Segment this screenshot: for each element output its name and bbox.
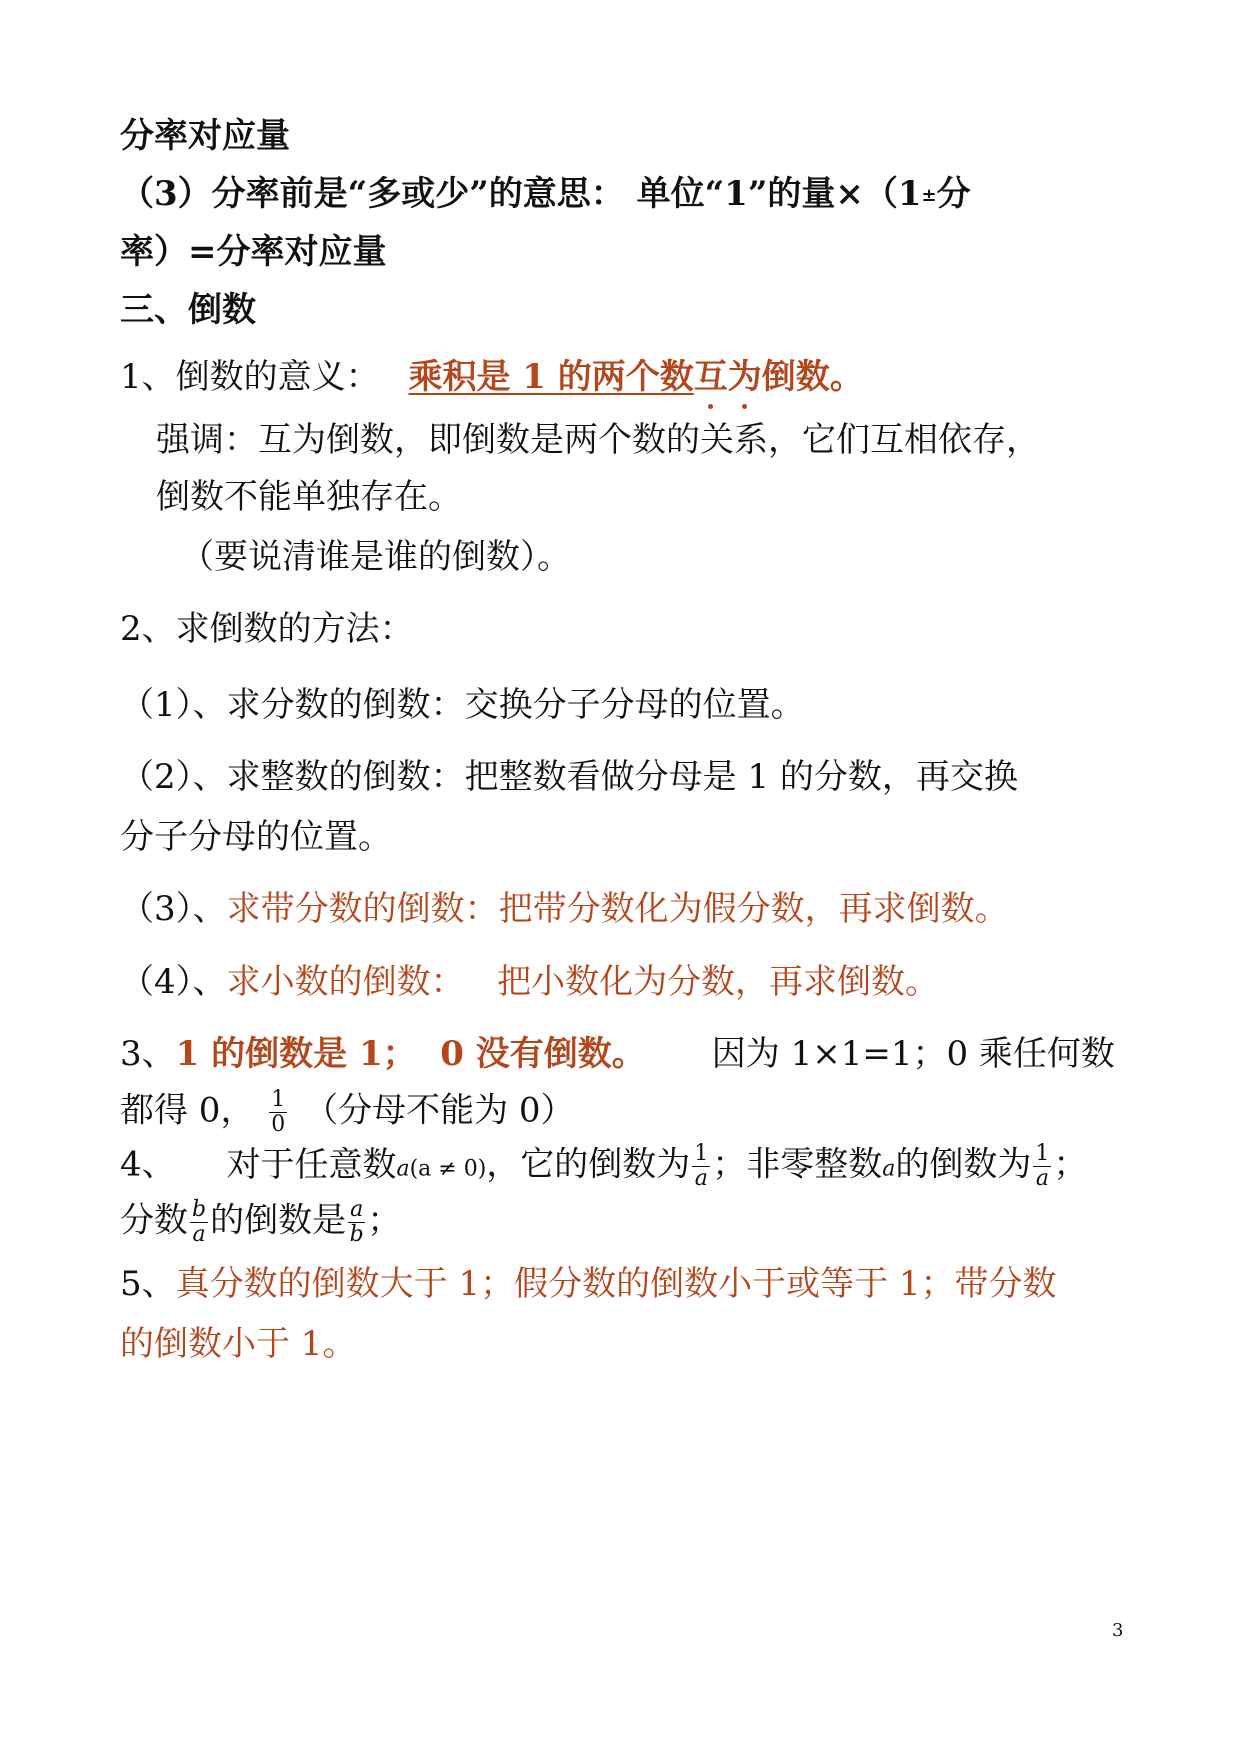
section-heading-reciprocal: 三、倒数 [120,290,256,330]
methods-heading: 2、求倒数的方法： [120,609,414,649]
method-4-prefix: （4）、 [120,962,227,1002]
point-4-text-e: ； [1053,1144,1088,1185]
fraction-denominator: 0 [271,1112,286,1137]
point-4-variable: a [882,1156,896,1182]
fraction-a-over-b: $\frac{a}{b}$ [349,1197,364,1247]
point-3-text: 都得 0， [120,1090,255,1131]
definition-text [408,357,863,397]
rule-3-end: 分 [936,174,971,214]
fraction-one-over-a-2: $\frac{1}{a}$ [1035,1141,1050,1191]
point-4-condition: a(a ≠ 0) [396,1156,487,1182]
point-3-note: （分母不能为 0） [304,1090,575,1131]
point-5-line-1 [120,1262,1057,1306]
emphasis-line-1: 强调：互为倒数，即倒数是两个数的关系，它们互相依存， [156,420,1040,460]
point-4-text-a: 对于任意数 [226,1144,397,1185]
point-4-text-b: ，它的倒数为 [486,1144,691,1185]
method-3 [120,887,1009,931]
fraction-one-over-zero [269,1088,287,1137]
line-rule-3 [120,172,971,218]
point-4-number: 4、 [120,1144,176,1185]
point-4-text-d: 的倒数为 [895,1144,1032,1185]
fraction-b-over-a: $\frac{b}{a}$ [192,1197,207,1247]
definition-line [120,355,864,399]
page-number: 3 [1112,1620,1124,1641]
definition-underlined: 乘积是 1 的两个数 [408,357,694,397]
method-3-prefix: （3）、 [120,889,227,929]
method-2-line-2: 分子分母的位置。 [120,817,392,857]
emphasis-line-3: （要说清谁是谁的倒数）。 [180,537,571,577]
point-4b-text-b: 的倒数是 [210,1200,347,1241]
point-3-number: 3、 [120,1034,176,1074]
point-3-line-2 [120,1088,575,1137]
point-5-line-2: 的倒数小于 1。 [120,1324,357,1364]
point-4-text-c: ；非零整数 [712,1144,883,1185]
point-5-text: 真分数的倒数大于 1；假分数的倒数小于或等于 1；带分数 [175,1264,1057,1304]
point-3-reason: 因为 1×1=1；0 乘任何数 [711,1034,1115,1074]
definition-label: 1、倒数的意义： [120,357,380,397]
point-3-highlight: 1 的倒数是 1； 0 没有倒数。 [175,1034,646,1074]
method-1: （1）、求分数的倒数：交换分子分母的位置。 [120,685,805,725]
plus-minus-sign: ± [921,185,937,206]
method-3-text: 求带分数的倒数：把带分数化为假分数，再求倒数。 [226,889,1009,929]
point-5-number: 5、 [120,1264,176,1304]
line-fractional-quantity: 分率对应量 [120,116,290,156]
point-3-line-1 [120,1032,1115,1076]
method-4-text: 求小数的倒数： 把小数化为分数，再求倒数。 [226,962,940,1002]
definition-dotted-2: 为 [727,357,762,397]
rule-3-text: （3）分率前是“多或少”的意思： 单位“1”的量×（1 [120,174,922,214]
point-4b-text-a: 分数 [120,1200,188,1241]
point-4-line-1 [120,1142,1087,1192]
method-4 [120,960,939,1004]
point-4-line-2 [120,1198,401,1247]
method-2-line-1: （2）、求整数的倒数：把整数看做分母是 1 的分数，再交换 [120,757,1018,797]
point-4b-text-c: ； [367,1200,402,1241]
emphasis-line-2: 倒数不能单独存在。 [156,477,462,517]
definition-dotted-1: 互 [693,357,728,397]
fraction-numerator: 1 [271,1087,286,1112]
definition-end: 倒数。 [761,357,864,397]
fraction-one-over-a: $\frac{1}{a}$ [694,1141,709,1191]
line-rule-3-cont: 率）=分率对应量 [120,232,387,272]
